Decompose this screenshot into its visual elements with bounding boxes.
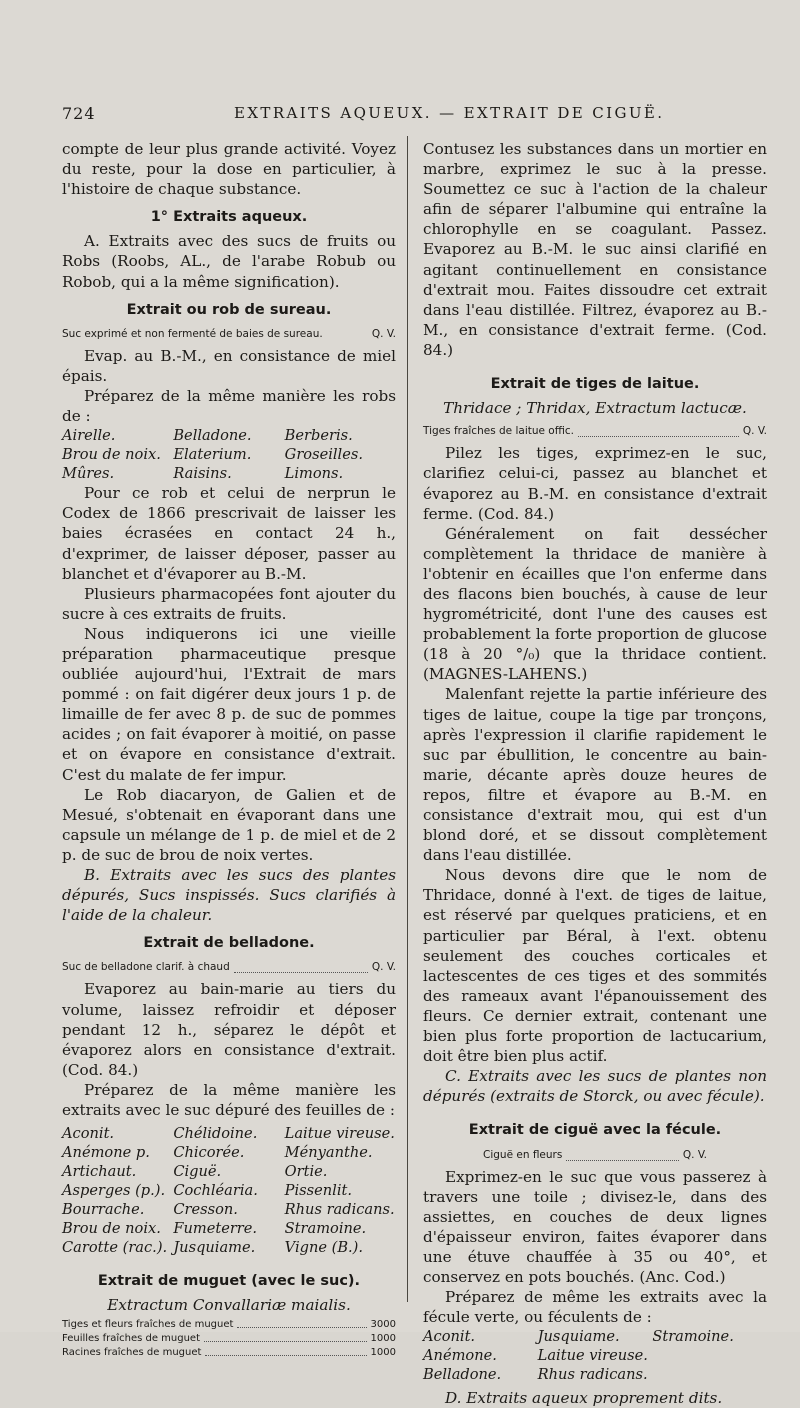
leader-dots bbox=[237, 1318, 366, 1328]
rob-list bbox=[62, 426, 396, 483]
ingredient-label: Ciguë en fleurs bbox=[483, 1148, 563, 1161]
ingredient-qty: Q. V. bbox=[371, 327, 396, 340]
left-column bbox=[62, 139, 396, 1360]
paragraph: Préparez de la même manière les extraits avec le suc dépuré des feuilles de : bbox=[62, 1080, 396, 1120]
paragraph: Pour ce rob et celui de nerprun le Codex de 1866 prescrivait de laisser les baies écrasées en contact 24 h., d'exprimer, de laisser déposer, passer au blanchet et d'évaporer au B.-M. bbox=[62, 484, 396, 583]
list-item: Laitue vireuse. bbox=[284, 1125, 395, 1143]
paragraph: Evaporez au bain-marie au tiers du volume, laissez refroidir et déposer pendant 12 h., séparez le dépôt et évaporez alors en consistance d'extrait. (Cod. 84.) bbox=[62, 980, 396, 1079]
ingredient-qty: 1000 bbox=[370, 1347, 396, 1359]
list-item: Cresson. bbox=[173, 1201, 238, 1219]
list-item: Groseilles. bbox=[284, 446, 363, 464]
list-item: Bourrache. bbox=[62, 1201, 145, 1219]
list-item: Stramoine. bbox=[284, 1220, 367, 1238]
page-number: 724 bbox=[62, 104, 96, 123]
paragraph: Evap. au B.-M., en consistance de miel épais. bbox=[62, 346, 396, 385]
ingredient-label: Suc de belladone clarif. à chaud bbox=[62, 961, 230, 974]
list-item: Mûres. bbox=[62, 465, 115, 483]
ingredient-qty: Q. V. bbox=[371, 961, 396, 974]
right-column bbox=[423, 139, 767, 1408]
fecule-plant-list bbox=[423, 1327, 767, 1384]
heading-rob-sureau: Extrait ou rob de sureau. bbox=[126, 301, 332, 318]
leader-dots bbox=[204, 1332, 367, 1342]
ingredient-label: Tiges et fleurs fraîches de muguet bbox=[62, 1319, 234, 1331]
ingredient-row bbox=[62, 1318, 396, 1332]
list-item: Rhus radicans. bbox=[537, 1366, 648, 1384]
paragraph: Généralement on fait dessécher complètement la thridace de manière à l'obtenir en écailles que l'on enferme dans des flacons bien bouchés, à cause de leur hygrométricité, dont l'une des causes est probablement la forte proportion de glucose (18 à 20 °/₀) que la thridace contient. (MAGNES-LAHENS.) bbox=[423, 524, 767, 684]
subsection-b: B. Extraits avec les sucs des plantes dépurés, Sucs inspissés. Sucs clarifiés à l'aide de la chaleur. bbox=[62, 866, 396, 925]
list-item: Chélidoine. bbox=[173, 1125, 258, 1143]
list-item: Airelle. bbox=[62, 427, 116, 445]
ingredient-qty: 3000 bbox=[370, 1319, 396, 1331]
list-item: Brou de noix. bbox=[62, 446, 161, 464]
paragraph: Nous devons dire que le nom de Thridace, donné à l'ext. de tiges de laitue, est réservé par quelques praticiens, et en particulier par Béral, à l'ext. obtenu seulement des couches corticales et lactescentes de ces tiges et des sommités des rameaux avant l'épanouissement des fleurs. Ce dernier extrait, contenant une bien plus forte proportion de lactucarium, doit être bien plus actif. bbox=[423, 866, 767, 1066]
leader-dots bbox=[234, 957, 368, 973]
list-item: Fumeterre. bbox=[173, 1220, 258, 1238]
ingredient-list bbox=[62, 1318, 396, 1360]
list-item: Chicorée. bbox=[173, 1144, 245, 1162]
paragraph: Le Rob diacaryon, de Galien et de Mesué, s'obtenait en évaporant dans une capsule un mélange de 1 p. de miel et de 2 p. de suc de brou de noix vertes. bbox=[62, 785, 396, 864]
paragraph: Pilez les tiges, exprimez-en le suc, clarifiez celui-ci, passez au blanchet et évaporez au B.-M. en consistance d'extrait ferme. (Cod. 84.) bbox=[423, 444, 767, 523]
subsection-d: D. Extraits aqueux proprement dits. bbox=[445, 1389, 723, 1408]
ingredient-line bbox=[62, 957, 396, 977]
section-title-extraits-aqueux: 1° Extraits aqueux. bbox=[150, 209, 308, 226]
list-item: Belladone. bbox=[173, 427, 252, 445]
ingredient-row bbox=[62, 1332, 396, 1346]
ingredient-qty: Q. V. bbox=[682, 1148, 707, 1161]
ingredient-label: Tiges fraîches de laitue offic. bbox=[423, 425, 574, 438]
latin-name: Thridace ; Thridax, Extractum lactucæ. bbox=[443, 399, 747, 418]
paragraph: Nous indiquerons ici une vieille préparation pharmaceutique presque oubliée aujourd'hui, l'Extrait de mars pommé : on fait digérer deux jours 1 p. de limaille de fer avec 8 p. de suc de pommes acides ; on fait évaporer à moitié, on passe et on évapore en consistance d'extrait. C'est du malate de fer impur. bbox=[62, 624, 396, 784]
list-item: Jusquiame. bbox=[173, 1239, 256, 1257]
leader-dots bbox=[578, 421, 739, 437]
ingredient-line bbox=[423, 1145, 767, 1165]
list-item: Artichaut. bbox=[62, 1163, 137, 1181]
ingredient-qty: 1000 bbox=[370, 1333, 396, 1345]
ingredient-label: Racines fraîches de muguet bbox=[62, 1347, 202, 1359]
paragraph: Préparez de la même manière les robs de : bbox=[62, 387, 396, 426]
heading-cigue: Extrait de ciguë avec la fécule. bbox=[468, 1122, 722, 1139]
page-header bbox=[62, 104, 776, 126]
leader-dots bbox=[205, 1346, 366, 1356]
list-item: Laitue vireuse. bbox=[537, 1347, 648, 1365]
ingredient-line bbox=[423, 421, 767, 441]
list-item: Berberis. bbox=[284, 427, 353, 445]
list-item: Aconit. bbox=[62, 1125, 115, 1143]
list-item bbox=[652, 1346, 767, 1365]
list-item: Cochléaria. bbox=[173, 1182, 258, 1200]
column-divider bbox=[407, 136, 408, 1302]
list-item: Anémone. bbox=[423, 1347, 497, 1365]
list-item: Belladone. bbox=[423, 1366, 502, 1384]
paragraph: Plusieurs pharmacopées font ajouter du sucre à ces extraits de fruits. bbox=[62, 584, 396, 623]
list-item: Ményanthe. bbox=[284, 1144, 373, 1162]
leader-dots bbox=[566, 1145, 679, 1161]
list-item: Pissenlit. bbox=[284, 1182, 352, 1200]
list-item: Ciguë. bbox=[173, 1163, 222, 1181]
subsection-c: C. Extraits avec les sucs de plantes non dépurés (extraits de Storck, ou avec fécule). bbox=[423, 1067, 767, 1106]
ingredient-label: Feuilles fraîches de muguet bbox=[62, 1333, 201, 1345]
list-item: Ortie. bbox=[284, 1163, 328, 1181]
plant-list bbox=[62, 1124, 396, 1257]
list-item: Elaterium. bbox=[173, 446, 252, 464]
paragraph: Malenfant rejette la partie inférieure des tiges de laitue, coupe la tige par tronçons, après l'expression il clarifie rapidement le suc par ébullition, le concentre au bain-marie, décante après douze heures de repos, filtre et évapore au B.-M. en consistance d'extrait mou, qui est d'un blond doré, et se dissout complètement dans l'eau distillée. bbox=[423, 685, 767, 865]
list-item bbox=[652, 1365, 767, 1384]
list-item: Brou de noix. bbox=[62, 1220, 161, 1238]
list-item: Limons. bbox=[284, 465, 344, 483]
heading-belladone: Extrait de belladone. bbox=[143, 935, 315, 952]
list-item: Aconit. bbox=[423, 1328, 476, 1346]
list-item: Vigne (B.). bbox=[284, 1239, 364, 1257]
subsection-a: A. Extraits avec des sucs de fruits ou Robs (Roobs, AL., de l'arabe Robub ou Robob, qui a la même signification). bbox=[62, 232, 396, 291]
list-item: Anémone p. bbox=[62, 1144, 150, 1162]
intro-paragraph: compte de leur plus grande activité. Voyez du reste, pour la dose en particulier, à l'histoire de chaque substance. bbox=[62, 140, 396, 199]
list-item: Rhus radicans. bbox=[284, 1201, 395, 1219]
ingredient-label: Suc exprimé et non fermenté de baies de sureau. bbox=[62, 327, 323, 340]
heading-laitue: Extrait de tiges de laitue. bbox=[490, 376, 700, 393]
list-item: Asperges (p.). bbox=[62, 1182, 166, 1200]
ingredient-row bbox=[62, 1346, 396, 1360]
paragraph: Contusez les substances dans un mortier en marbre, exprimez le suc à la presse. Soumettez ce suc à l'action de la chaleur afin de séparer l'albumine qui entraîne la chlorophylle en se coagulant. Passez. Evaporez au B.-M. le suc ainsi clarifié en agitant continuellement en consistance d'extrait mou. Faites dissoudre cet extrait dans l'eau distillée. Filtrez, évaporez au B.-M., en consistance d'extrait ferme. (Cod. 84.) bbox=[423, 140, 767, 359]
paragraph: Préparez de même les extraits avec la fécule verte, ou féculents de : bbox=[423, 1288, 767, 1327]
paragraph: Exprimez-en le suc que vous passerez à travers une toile ; divisez-le, dans des assiettes, en couches de deux lignes d'épaisseur environ, faites évaporer dans une étuve chauffée à 35 ou 40°, et conservez en pots bouchés. (Anc. Cod.) bbox=[423, 1167, 767, 1287]
ingredient-qty: Q. V. bbox=[742, 425, 767, 438]
latin-name: Extractum Convallariæ maialis. bbox=[107, 1296, 351, 1315]
running-title: EXTRAITS AQUEUX. — EXTRAIT DE CIGUË. bbox=[234, 104, 665, 122]
list-item: Stramoine. bbox=[652, 1328, 734, 1346]
list-item: Carotte (rac.). bbox=[62, 1239, 168, 1257]
ingredient-line bbox=[62, 324, 396, 344]
list-item: Jusquiame. bbox=[537, 1328, 620, 1346]
list-item: Raisins. bbox=[173, 465, 232, 483]
heading-muguet: Extrait de muguet (avec le suc). bbox=[97, 1273, 361, 1290]
